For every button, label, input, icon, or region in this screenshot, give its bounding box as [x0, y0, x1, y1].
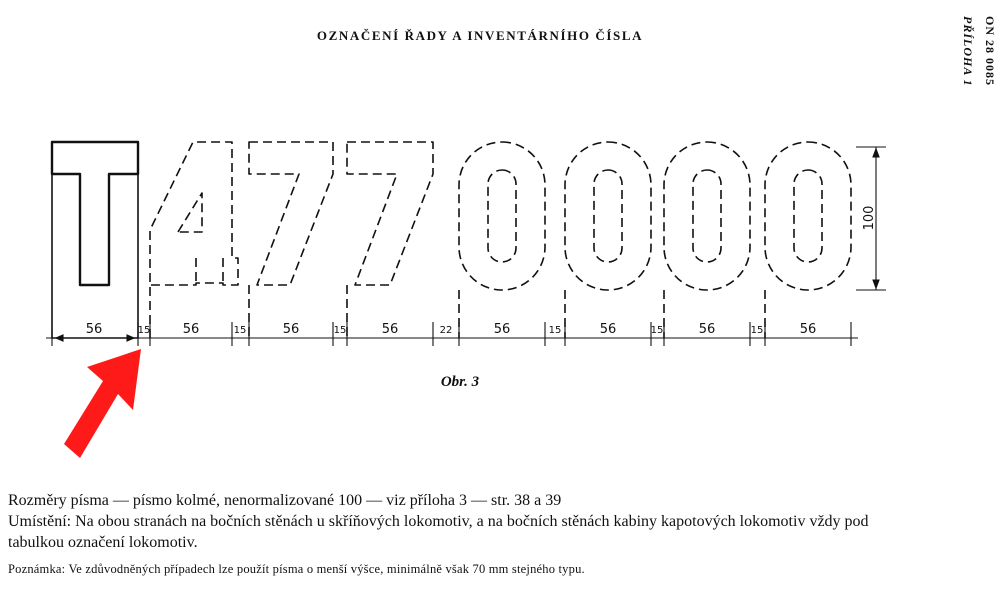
dim-gap-6: 15: [650, 325, 664, 336]
glyph-4: [150, 142, 238, 338]
glyph-T: [52, 142, 138, 338]
dimensions-paragraph: Rozměry písma — písmo kolmé, nenormalizované 100 — viz příloha 3 — str. 38 a 39: [8, 492, 562, 509]
figure-caption: Obr. 3: [440, 374, 480, 390]
document-body: [8, 490, 928, 580]
dim-gap-1: 15: [137, 325, 151, 336]
note-paragraph: Poznámka: Ve zdůvodněných případech lze použít písma o menší výšce, minimálně však 70 mm stejného typu.: [8, 562, 585, 576]
dim-gap-7: 15: [750, 325, 764, 336]
dim-gap-4: 22: [439, 325, 453, 336]
glyph-0-d: [765, 142, 851, 338]
standard-code: ON 28 0085: [983, 16, 997, 86]
glyph-0-c: [664, 142, 750, 338]
page-title: OZNAČENÍ ŘADY A INVENTÁRNÍHO ČÍSLA: [316, 28, 644, 43]
glyph-7-first: [249, 142, 333, 338]
dim-gap-5: 15: [548, 325, 562, 336]
dim-width-8: 56: [799, 322, 817, 337]
dim-width-5: 56: [493, 322, 511, 337]
placement-paragraph: Umístění: Na obou stranách na bočních stěnách u skříňových lokomotiv, a na bočních stěnách kabiny kapotových lokomotiv vždy pod tabulkou označení lokomotiv.: [8, 513, 869, 551]
dim-width-7: 56: [698, 322, 716, 337]
appendix-label: PŘÍLOHA 1: [961, 16, 975, 87]
dim-gap-2: 15: [233, 325, 247, 336]
red-arrow-icon: [64, 349, 141, 458]
dim-width-3: 56: [282, 322, 300, 337]
glyph-0-a: [459, 142, 545, 338]
dim-gap-3: 15: [333, 325, 347, 336]
glyph-0-b: [565, 142, 651, 338]
dim-width-1: 56: [85, 322, 103, 337]
dim-width-6: 56: [599, 322, 617, 337]
dim-width-2: 56: [182, 322, 200, 337]
dim-width-4: 56: [381, 322, 399, 337]
dim-height: 100: [862, 205, 877, 231]
dimension-line: [46, 147, 886, 346]
glyph-7-second: [347, 142, 433, 338]
